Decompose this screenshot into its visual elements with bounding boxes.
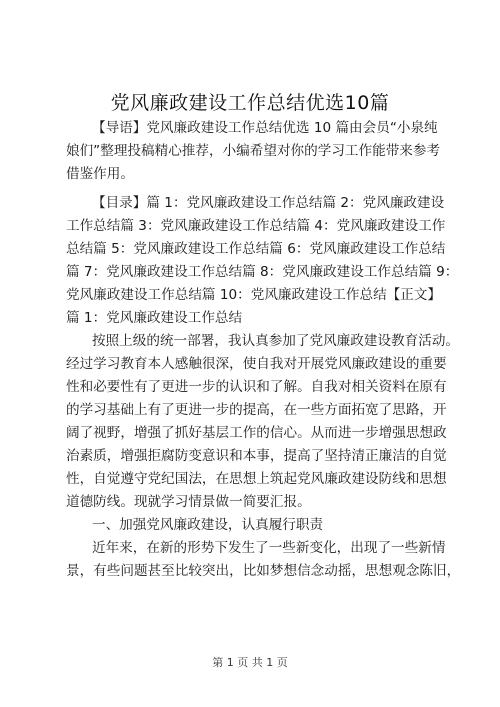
paragraph-line-2: 经过学习教育本人感触很深，使自我对开展党风廉政建设的重要 [66,356,447,372]
paragraph-line-5: 阔了视野，增强了抓好基层工作的信心。从而进一步增强思想政 [66,425,447,441]
toc-line-3: 总结篇 5：党风廉政建设工作总结篇 6：党风廉政建设工作总结 [66,241,446,257]
paragraph-line-7: 性，自觉遵守党纪国法，在思想上筑起党风廉政建设防线和思想 [66,471,447,487]
paragraph2-line-1: 近年来，在新的形势下发生了一些新变化，出现了一些新情 [92,540,446,556]
document-body [66,117,461,583]
document-title: 党风廉政建设工作总结优选10篇 [110,92,390,114]
intro-line-3: 借鉴作用。 [66,166,134,182]
paragraph-line-3: 性和必要性有了更进一步的认识和了解。自我对相关资料在原有 [66,379,447,395]
page-footer: 第 1 页 共 1 页 [212,656,288,669]
intro-line-1: 【导语】党风廉政建设工作总结优选 10 篇由会员“小泉纯 [92,120,438,136]
paragraph2-line-2: 景，有些问题甚至比较突出，比如梦想信念动摇，思想观念陈旧， [66,563,461,579]
toc-line-5: 党风廉政建设工作总结篇 10：党风廉政建设工作总结【正文】 [66,287,442,303]
section-heading: 篇 1：党风廉政建设工作总结 [66,310,243,326]
paragraph-line-4: 的学习基础上有了更进一步的提高，在一些方面拓宽了思路，开 [66,402,447,418]
paragraph-line-8: 道德防线。现就学习情景做一简要汇报。 [66,494,311,510]
toc-line-4: 篇 7：党风廉政建设工作总结篇 8：党风廉政建设工作总结篇 9： [66,264,459,280]
paragraph-line-6: 治素质，增强拒腐防变意识和本事，提高了坚持清正廉洁的自觉 [66,448,447,464]
toc-line-1: 【目录】篇 1：党风廉政建设工作总结篇 2：党风廉政建设 [92,195,445,211]
toc-line-2: 工作总结篇 3：党风廉政建设工作总结篇 4：党风廉政建设工作 [66,218,446,234]
paragraph-line-1: 按照上级的统一部署，我认真参加了党风廉政建设教育活动。 [92,333,460,349]
intro-line-2: 娘们”整理投稿精心推荐，小编希望对你的学习工作能带来参考 [66,143,441,159]
subheading-line: 一、加强党风廉政建设，认真履行职责 [92,517,324,533]
